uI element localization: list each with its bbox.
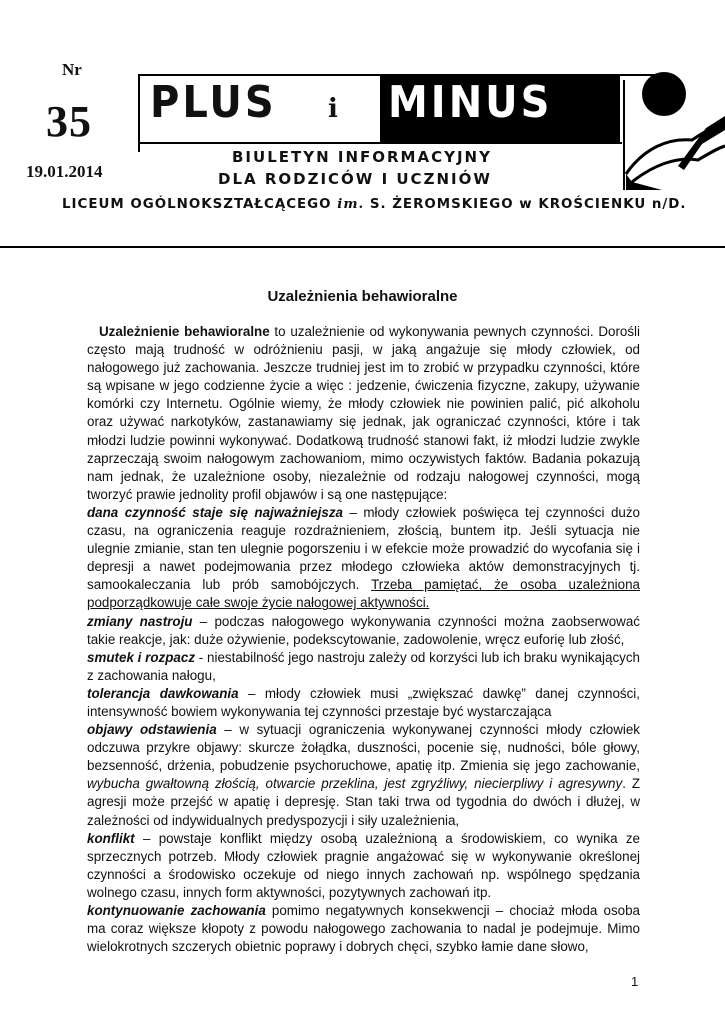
symptom-underlined-text: Trzeba pamiętać, że osoba uzależniona podporządkowuje całe swoje życie nałogowej aktywności. xyxy=(87,577,640,611)
symptom-item xyxy=(87,649,640,685)
symptom-item xyxy=(87,613,640,649)
article-title: Uzależnienia behawioralne xyxy=(267,288,458,305)
symptom-item xyxy=(87,504,640,613)
issue-date: 19.01.2014 xyxy=(26,162,103,181)
symptom-text: – młody człowiek poświęca tej czynności dużo czasu, na ograniczenia reaguje rozdrażnieniem, złością, buntem itp. Jeśli sytuacja nie ulegnie zmianie, stan ten ulegnie pogorszeniu i w efekcie może prowadzić do wycofania się i depresji a nawet podejmowania przez młodego człowieka aktów demonstracyjnych tj. samookaleczania lub prób samobójczych. xyxy=(87,504,641,593)
school-name-im: im. xyxy=(337,196,365,212)
page-number: 1 xyxy=(631,974,639,989)
symptom-text-continued: . Z agresji może przejść w apatię i depresję. Stan taki trwa od tygodnia do dwóch i dłużej, w zależności od indywidualnych predyspozycji i siły uzależnienia, xyxy=(87,776,640,828)
symptom-text: – podczas nałogowego wykonywania czynności można zaobserwować takie reakcje, jak: duże ożywienie, podekscytowanie, zadowolenie, wręcz euforię lub złość, xyxy=(87,613,640,647)
article-body xyxy=(87,323,640,956)
symptom-text: pomimo negatywnych konsekwencji – chociaż młoda osoba ma coraz większe kłopoty z powodu nałogowego zachowania to nadal je podejmuje. Mimo wielokrotnych szczerych obietnic poprawy i dobrych chęci, szybko łamie dane słowo, xyxy=(87,903,640,955)
symptom-term: konflikt xyxy=(87,830,135,846)
header-rule xyxy=(0,246,725,248)
school-name xyxy=(62,196,687,212)
symptom-term: objawy odstawienia xyxy=(87,722,217,738)
symptom-item xyxy=(87,830,640,902)
symptom-term: dana czynność staje się najważniejsza xyxy=(87,504,343,520)
article-intro-paragraph xyxy=(87,323,640,504)
subtitle-line-1: BIULETYN INFORMACYJNY xyxy=(232,148,492,166)
symptom-term: smutek i rozpacz xyxy=(87,649,196,665)
symptom-term: zmiany nastroju xyxy=(87,613,193,629)
title-connector: i xyxy=(328,94,338,124)
symptom-term: kontynuowanie zachowania xyxy=(87,903,266,918)
intro-text: to uzależnienie od wykonywania pewnych czynności. Dorośli często mają trudność w odróżnieniu pasji, w jaką angażuje się młody człowiek, od nałogowego już zachowania. Jeszcze trudniej jest im to zrobić w przypadku czynności, które są wpisane w jego codzienne życie a więc : jedzenie, ćwiczenia fizyczne, zakupy, używanie komórki czy Internetu. Ogólnie wiemy, że młody człowiek nie powinien palić, pić alkoholu oraz używać narkotyków, zastanawiamy się jednak, jak ograniczać czynności, które i tak młodzi ludzie powinni wykonywać. Dodatkową trudność stanowi fakt, iż młodzi ludzie zwykle zaprzeczają swoim nałogowym zachowaniom, mimo oczywistych faktów. Badania pokazują nam jednak, że uzależnione osoby, niezależnie od rodzaju nałogowej czynności, mogą tworzyć prawie jednolity profil objawów i są one następujące: xyxy=(87,324,640,502)
symptom-text: – młody człowiek musi „zwiększać dawkę” danej czynności, intensywność bowiem wykonywania tej czynności przestaje być wystarczająca xyxy=(87,685,640,719)
sun-and-hills-logo-icon xyxy=(622,70,725,190)
title-plus: PLUS xyxy=(150,78,277,128)
issue-number-label: Nr xyxy=(62,60,82,79)
symptom-text: – w sytuacji ograniczenia wykonywanej czynności młody człowiek odczuwa przykre objawy: skurcze żołądka, duszności, pocenie się, nudności, bóle głowy, bezsenność, drżenia, pobudzenie psychoruchowe, apatię itp. Zmienia się jego zachowanie, xyxy=(87,722,640,774)
title-minus: MINUS xyxy=(388,78,553,128)
symptom-text: – powstaje konflikt między osobą uzależnioną a środowiskiem, co wynika ze sprzecznych potrzeb. Młody człowiek pragnie angażować się w wykonywanie określonej czynności a środowisko oczekuje od niego innych zachowań np. wspólnego spędzania wolnego czasu, innych form aktywności, pozytywnych zachowań itp. xyxy=(87,830,640,900)
symptom-italic-text: wybucha gwałtowną złością, otwarcie przeklina, jest zgryźliwy, niecierpliwy i agresywny xyxy=(87,776,623,792)
symptom-term: tolerancja dawkowania xyxy=(87,685,239,701)
school-name-part-1: LICEUM OGÓLNOKSZTAŁCĄCEGO xyxy=(62,197,332,212)
subtitle-line-2: DLA RODZICÓW I UCZNIÓW xyxy=(218,170,492,188)
symptom-text: - niestabilność jego nastroju zależy od korzyści lub ich braku wynikających z zachowania nałogu, xyxy=(87,649,640,683)
symptom-item xyxy=(87,902,640,956)
symptom-item xyxy=(87,721,640,830)
intro-term: Uzależnienie behawioralne xyxy=(99,324,270,339)
issue-number: 35 xyxy=(46,97,92,146)
school-name-part-2: S. ŻEROMSKIEGO w KROŚCIENKU n/D. xyxy=(369,197,687,212)
masthead-divider xyxy=(140,142,622,144)
symptom-item xyxy=(87,685,640,721)
